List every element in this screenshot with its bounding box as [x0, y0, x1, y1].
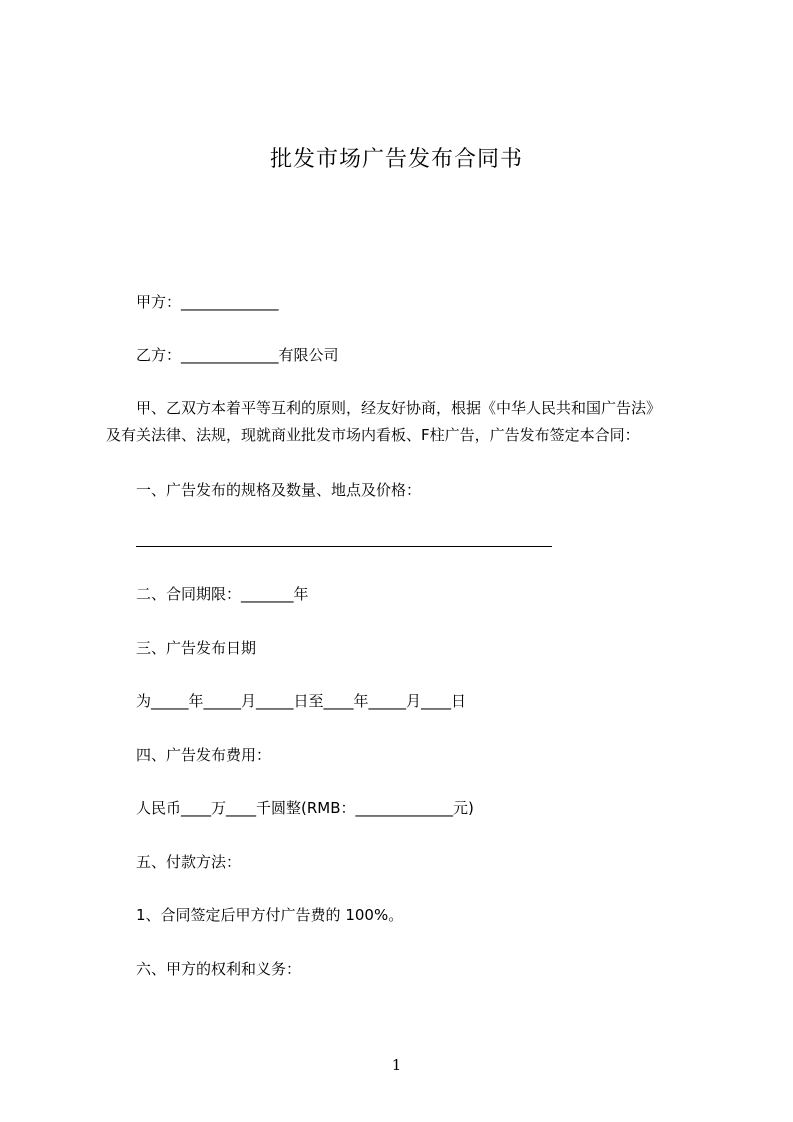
party-b-line: 乙方：_____________有限公司: [136, 346, 339, 364]
section-5-heading: 五、付款方法：: [136, 853, 242, 871]
document-title: 批发市场广告发布合同书: [269, 147, 523, 172]
section-3-heading: 三、广告发布日期: [136, 639, 257, 657]
page-number: 1: [391, 1056, 402, 1074]
intro-line-1: [106, 395, 696, 422]
section-1-heading: 一、广告发布的规格及数量、地点及价格：: [136, 481, 422, 499]
intro-paragraph: [106, 395, 696, 449]
section-4-heading: 四、广告发布费用：: [136, 746, 272, 764]
intro-line-1-text: 甲、乙双方本着平等互利的原则，经友好协商，根据《中华人民共和国广告法》: [136, 399, 662, 417]
section-3-date-range: 为_____年_____月_____日至____年_____月____日: [136, 692, 467, 710]
section-6-heading: 六、甲方的权利和义务：: [136, 960, 302, 978]
section-2-contract-term: 二、合同期限：_______年: [136, 585, 309, 603]
intro-line-2: 及有关法律、法规，现就商业批发市场内看板、F柱广告，广告发布签定本合同：: [106, 426, 640, 444]
section-4-amount: 人民币____万____千圆整(RMB：_____________元): [136, 799, 474, 817]
party-a-line: 甲方：_____________: [136, 293, 279, 311]
section-5-item-1: 1、合同签定后甲方付广告费的 100%。: [136, 906, 404, 924]
fill-in-blank-line: [136, 546, 552, 547]
